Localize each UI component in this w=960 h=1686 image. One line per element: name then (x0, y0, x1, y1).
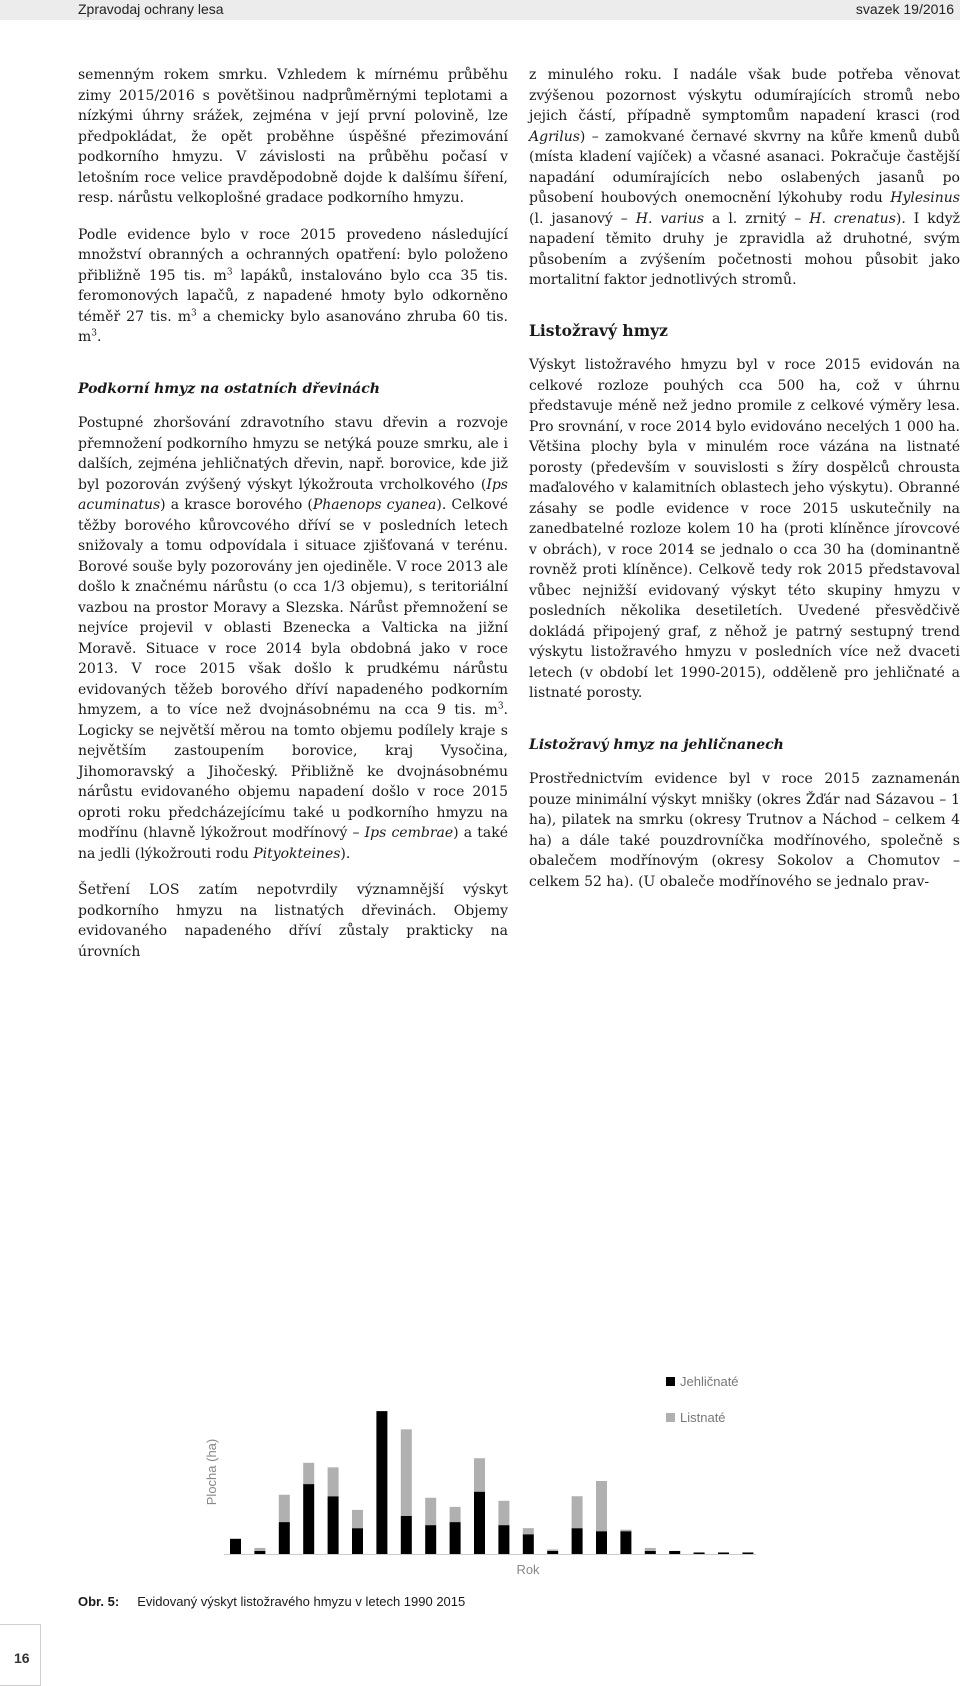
bar-jehlicnate (328, 1496, 339, 1554)
bar-listnate (572, 1496, 583, 1528)
bar-jehlicnate (352, 1528, 363, 1554)
bar-listnate (596, 1481, 607, 1531)
paragraph: Podle evidence bylo v roce 2015 provedeno následující množství obranných a ochranných opatření: bylo položeno přibližně 195 tis. $m^3$ lapáků, instalováno bylo cca 35 tis. feromonových lapačů, z napadené hmoty bylo odkorněno téměř 27 tis. $m^3$ a chemicky bylo asanováno zhruba 60 tis. $m^3$. (78, 226, 508, 345)
right-column (529, 67, 960, 892)
paragraph: semenným rokem smrku. Vzhledem k mírnému průběhu zimy 2015/2016 s povětšinou nadprůměrnými teplotami a nízkými úhrny srážek, zejména v její první polovině, lze předpokládat, že opět proběhne úspěšné přezimování podkorního hmyzu. V závislosti na průběhu počasí v letošním roce velice pravděpodobně dojde k dalšímu šíření, resp. nárůstu velkoplošné gradace podkorního hmyzu. (78, 67, 508, 206)
bar-listnate (547, 1549, 558, 1551)
bar-listnate (254, 1548, 265, 1551)
bar-listnate (425, 1498, 436, 1525)
bar-jehlicnate (620, 1531, 631, 1554)
bar-jehlicnate (450, 1522, 461, 1554)
section-heading: Podkorní hmyz na ostatních dřevinách (78, 380, 380, 397)
bar-listnate (450, 1507, 461, 1522)
bar-jehlicnate (596, 1531, 607, 1554)
bar-jehlicnate (645, 1551, 656, 1554)
bar-jehlicnate (279, 1522, 290, 1554)
section-heading: Listožravý hmyz (529, 320, 668, 340)
bar-jehlicnate (474, 1492, 485, 1554)
bar-listnate (523, 1528, 534, 1534)
figure-number: Obr. 5: (78, 1594, 120, 1609)
journal-title: Zpravodaj ochrany lesa (78, 1, 224, 17)
bar-jehlicnate (303, 1484, 314, 1554)
paragraph: Prostřednictvím evidence byl v roce 2015 zaznamenán pouze minimální výskyt mnišky (okres Žďár nad Sázavou – 1 ha), pilatek na smrku (okresy Trutnov a Náchod – celkem 4 ha) a dále také pouzdrovníčka modřínového, společně s obalečem modřínovým (okresy Sokolov a Chomutov – celkem 52 ha). (U obaleče modřínového se jednalo prav- (529, 771, 960, 890)
paragraph: Šetření LOS zatím nepotvrdily významnější výskyt podkorního hmyzu na listnatých dřevinách. Objemy evidovaného napadeného dříví zůstaly prakticky na úrovních (78, 882, 508, 960)
bar-listnate (474, 1458, 485, 1491)
bar-jehlicnate (425, 1525, 436, 1554)
page-number: 16 (14, 1650, 30, 1666)
bar-listnate (401, 1429, 412, 1516)
paragraph: Výskyt listožravého hmyzu byl v roce 2015 evidován na celkové rozloze pouhých cca 500 ha, což v úhrnu představuje méně než jedno promile z celkové výměry lesa. Pro srovnání, v roce 2014 bylo evidováno necelých 1 000 ha. Většina plochy byla v minulém roce vázána na listnaté porosty (především v souvislosti s žíry dospělců chrousta maďalového v kalamitních oblastech jeho výskytu). Obranné zásahy se podle evidence v roce 2015 uskutečnily na zanedbatelné rozloze kolem 10 ha (proti klíněnce jírovcové v obrách), v roce 2014 se jednalo o cca 30 ha (dominantně rovněž proti klíněnce). Celkově tedy rok 2015 představoval vůbec nejnižší evidovaný výskyt této skupiny hmyzu v posledních několika desetiletích. Uvedené přesvědčivě dokládá připojený graf, z něhož je patrný sestupný trend výskytu listožravého hmyzu v posledních více než dvaceti letech (v období let 1990-2015), odděleně pro jehličnaté a listnaté porosty. (529, 357, 960, 701)
section-heading: Listožravý hmyz na jehličnanech (529, 736, 784, 753)
bar-jehlicnate (376, 1411, 387, 1554)
bar-listnate (279, 1495, 290, 1522)
legend-label: Listnaté (680, 1410, 726, 1425)
bar-jehlicnate (401, 1516, 412, 1554)
bar-jehlicnate (718, 1552, 729, 1554)
bar-listnate (620, 1530, 631, 1532)
bar-listnate (645, 1548, 656, 1551)
legend-swatch (666, 1413, 675, 1422)
bar-jehlicnate (498, 1525, 509, 1554)
bar-jehlicnate (742, 1552, 753, 1554)
legend-swatch (666, 1377, 675, 1386)
bar-jehlicnate (254, 1551, 265, 1554)
paragraph: Postupné zhoršování zdravotního stavu dřevin a rozvoje přemnožení podkorního hmyzu se netýká pouze smrku, ale i dalších, zejména jehličnatých dřevin, např. borovice, kde již byl pozorován zvýšený výskyt lýkožrouta vrcholkového (Ips acuminatus) a krasce borového (Phaenops cyanea). Celkové těžby borového kůrovcového dříví se v posledních letech snižovaly a tomu odpovídala i situace zjišťovaná v terénu. Borové souše byly pozorovány jen ojediněle. V roce 2013 ale došlo k značnému nárůstu (o cca 1/3 objemu), s teritoriální vazbou na prostor Moravy a Slezska. Nárůst přemnožení se nejvíce projevil v oblasti Bzenecka a Valticka na jižní Moravě. Situace v roce 2014 byla obdobná jako v roce 2013. V roce 2015 však došlo k prudkému nárůstu evidovaných těžeb borového dříví napadeného podkorním hmyzem, a to více než dvojnásobnému na cca 9 tis. $m^3$. Logicky se největší měrou na tomto objemu podílely kraje s největším zastoupením borovice, kraj Vysočina, Jihomoravský a Jihočeský. Přibližně ke dvojnásobnému nárůstu evidovaného objemu napadení došlo v roce 2015 oproti roku předcházejícímu také u podkorního hmyzu na modřínu (hlavně lýkožrout modřínový – Ips cembrae) a také na jedli (lýkožrouti rodu Pityokteines). (78, 415, 508, 862)
legend-label: Jehličnaté (680, 1374, 739, 1389)
y-axis-label: Plocha (ha) (204, 1438, 219, 1506)
bar-jehlicnate (694, 1552, 705, 1554)
volume-label: svazek 19/2016 (855, 1, 954, 17)
bar-jehlicnate (547, 1551, 558, 1554)
bar-jehlicnate (669, 1551, 680, 1554)
bar-jehlicnate (572, 1528, 583, 1554)
left-column (78, 65, 508, 962)
bar-jehlicnate (230, 1539, 241, 1554)
bar-listnate (352, 1510, 363, 1528)
bar-chart (196, 1362, 756, 1580)
paragraph: z minulého roku. I nadále však bude potřeba věnovat zvýšenou pozornost výskytu odumírajících stromů nebo jejich částí, případně symptomům napadení krasci (rod Agrilus) – zamokvané černavé skvrny na kůře kmenů dubů (místa kladení vajíček) a včasné asanaci. Pokračuje častější napadání odumírajících nebo oslabených jasanů po působení houbových onemocnění lýkohuby rodu Hylesinus (l. jasanový – H. varius a l. zrnitý – H. crenatus). I když napadení těmito druhy je zpravidla až druhotné, svým působením a zvýšením početnosti mohou působit jako mortalitní faktor jednotlivých stromů. (529, 67, 960, 288)
x-axis-label: Rok (516, 1562, 540, 1577)
bar-listnate (303, 1463, 314, 1484)
bar-listnate (328, 1467, 339, 1496)
figure-caption (78, 1594, 465, 1609)
running-header (0, 0, 960, 20)
bar-jehlicnate (523, 1534, 534, 1554)
bar-listnate (498, 1501, 509, 1525)
figure-caption-text: Evidovaný výskyt listožravého hmyzu v letech 1990 2015 (137, 1594, 466, 1609)
